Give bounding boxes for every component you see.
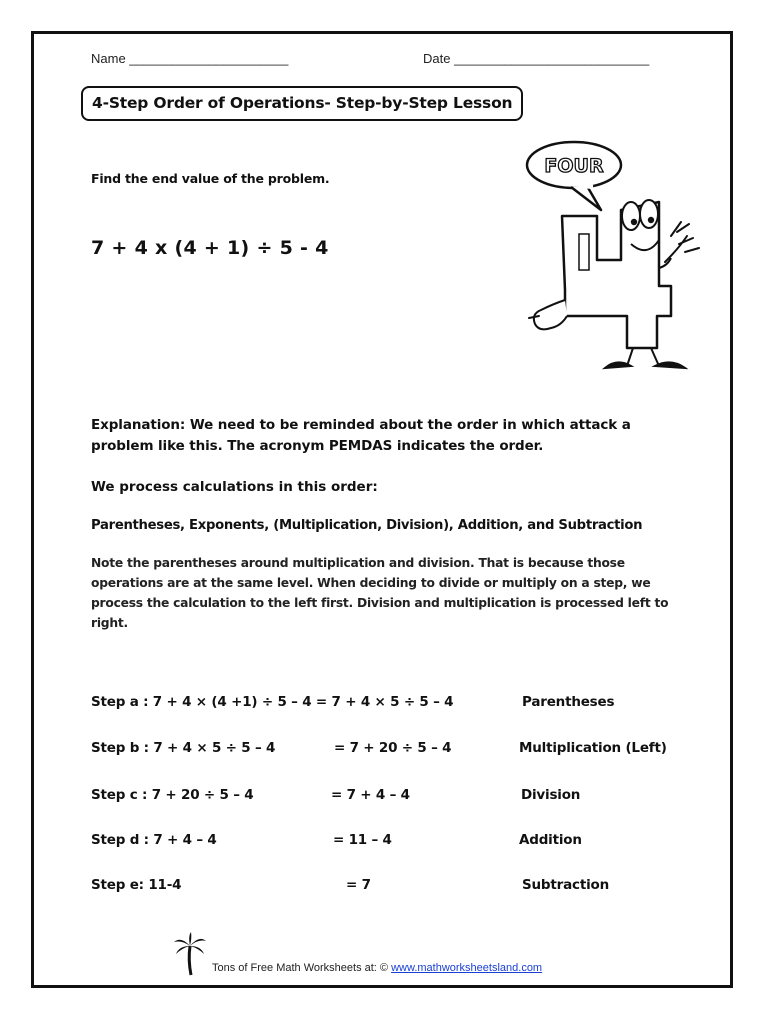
process-intro: We process calculations in this order: xyxy=(91,479,378,495)
footer xyxy=(212,962,542,974)
note-line: right. xyxy=(91,616,128,630)
mascot-speech: FOUR xyxy=(544,155,604,177)
number-four-mascot-icon xyxy=(509,140,709,370)
explanation-line: Explanation: We need to be reminded about the order in which attack a xyxy=(91,417,631,433)
explanation-line: problem like this. The acronym PEMDAS indicates the order. xyxy=(91,438,544,454)
step-d-expression: Step d : 7 + 4 – 4 xyxy=(91,832,217,848)
palm-tree-icon xyxy=(173,932,207,976)
name-field-label: Name ______________________ xyxy=(91,51,289,66)
order-of-operations: Parentheses, Exponents, (Multiplication, Division), Addition, and Subtraction xyxy=(91,518,643,533)
note-line: operations are at the same level. When deciding to divide or multiply on a step, we xyxy=(91,576,651,590)
step-a-operation: Parentheses xyxy=(522,694,615,710)
page-title: 4-Step Order of Operations- Step-by-Step Lesson xyxy=(92,94,513,112)
step-c-operation: Division xyxy=(521,787,581,803)
footer-link[interactable]: www.mathworksheetsland.com xyxy=(391,962,543,974)
step-e-result: = 7 xyxy=(346,877,371,893)
step-b-result: = 7 + 20 ÷ 5 – 4 xyxy=(334,740,452,756)
title-box xyxy=(81,86,523,121)
date-field-label: Date ___________________________ xyxy=(423,51,650,66)
step-d-operation: Addition xyxy=(519,832,582,848)
step-c-result: = 7 + 4 – 4 xyxy=(331,787,410,803)
problem-expression: 7 + 4 x (4 + 1) ÷ 5 - 4 xyxy=(91,237,329,259)
worksheet-page xyxy=(31,31,733,988)
intro-text: Find the end value of the problem. xyxy=(91,171,330,186)
step-a-expression: Step a : 7 + 4 × (4 +1) ÷ 5 – 4 = 7 + 4 × 5 ÷ 5 – 4 xyxy=(91,694,454,710)
footer-text: Tons of Free Math Worksheets at: © xyxy=(212,962,389,974)
step-b-operation: Multiplication (Left) xyxy=(519,740,667,756)
step-e-operation: Subtraction xyxy=(522,877,609,893)
step-e-expression: Step e: 11-4 xyxy=(91,877,182,893)
step-d-result: = 11 – 4 xyxy=(333,832,392,848)
note-paragraph xyxy=(91,553,703,633)
step-b-expression: Step b : 7 + 4 × 5 ÷ 5 – 4 xyxy=(91,740,276,756)
note-line: Note the parentheses around multiplication and division. That is because those xyxy=(91,556,625,570)
note-line: process the calculation to the left first. Division and multiplication is processed left to xyxy=(91,596,669,610)
step-c-expression: Step c : 7 + 20 ÷ 5 – 4 xyxy=(91,787,254,803)
explanation-paragraph xyxy=(91,415,711,457)
